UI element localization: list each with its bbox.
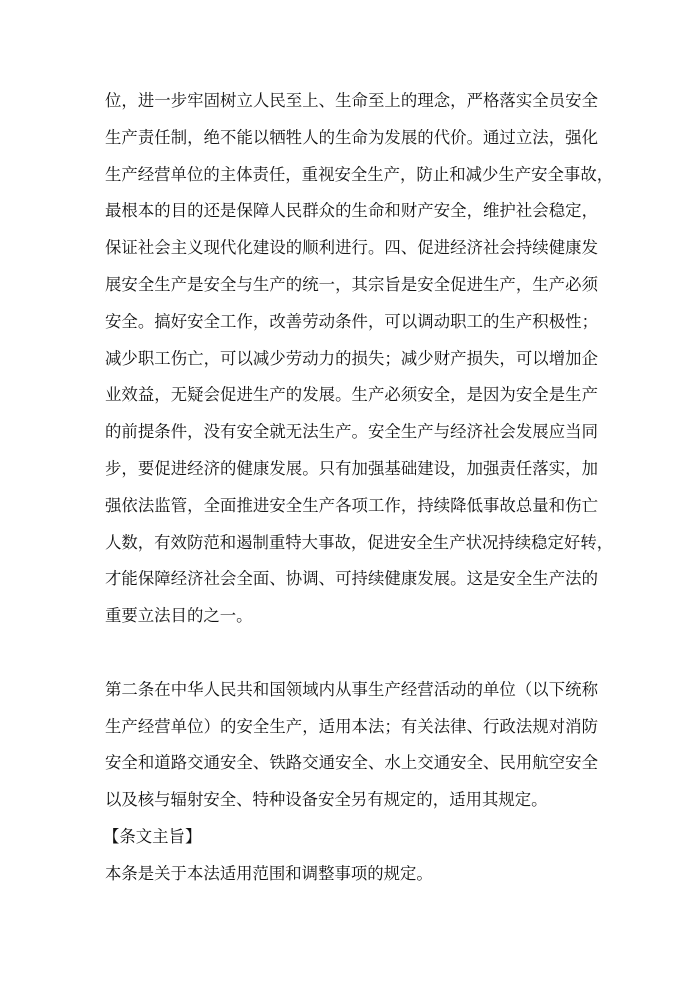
paragraph-line: 重要立法目的之一。 bbox=[105, 606, 253, 626]
paragraph-line: 步，要促进经济的健康发展。只有加强基础建设，加强责任落实，加 bbox=[105, 458, 598, 478]
paragraph-purpose bbox=[105, 83, 614, 635]
article-line: 第二条在中华人民共和国领域内从事生产经营活动的单位（以下统称 bbox=[105, 679, 598, 699]
paragraph-line: 生产经营单位的主体责任，重视安全生产，防止和减少生产安全事故， bbox=[105, 164, 614, 184]
paragraph-line: 才能保障经济社会全面、协调、可持续健康发展。这是安全生产法的 bbox=[105, 569, 598, 589]
paragraph-line: 最根本的目的还是保障人民群众的生命和财产安全，维护社会稳定， bbox=[105, 201, 598, 221]
paragraph-line: 安全。搞好安全工作，改善劳动条件，可以调动职工的生产积极性； bbox=[105, 311, 598, 331]
article-line: 以及核与辐射安全、特种设备安全另有规定的，适用其规定。 bbox=[105, 790, 548, 810]
article-purpose-heading: 【条文主旨】 bbox=[103, 826, 202, 846]
article-line: 安全和道路交通安全、铁路交通安全、水上交通安全、民用航空安全 bbox=[105, 753, 598, 773]
paragraph-line: 的前提条件，没有安全就无法生产。安全生产与经济社会发展应当同 bbox=[105, 422, 598, 442]
paragraph-spacer bbox=[105, 635, 598, 672]
article-purpose-summary: 本条是关于本法适用范围和调整事项的规定。 bbox=[105, 863, 433, 883]
article-line: 生产经营单位）的安全生产，适用本法；有关法律、行政法规对消防 bbox=[105, 716, 598, 736]
paragraph-line: 生产责任制，绝不能以牺牲人的生命为发展的代价。通过立法，强化 bbox=[105, 127, 598, 147]
paragraph-line: 人数，有效防范和遏制重特大事故，促进安全生产状况持续稳定好转， bbox=[105, 532, 614, 552]
paragraph-line: 业效益，无疑会促进生产的发展。生产必须安全，是因为安全是生产 bbox=[105, 385, 598, 405]
paragraph-line: 减少职工伤亡，可以减少劳动力的损失；减少财产损失，可以增加企 bbox=[105, 348, 598, 368]
paragraph-line: 位，进一步牢固树立人民至上、生命至上的理念，严格落实全员安全 bbox=[105, 91, 598, 110]
document-body bbox=[103, 83, 614, 893]
paragraph-line: 强依法监管，全面推进安全生产各项工作，持续降低事故总量和伤亡 bbox=[105, 495, 598, 515]
paragraph-line: 展安全生产是安全与生产的统一，其宗旨是安全促进生产，生产必须 bbox=[105, 274, 598, 294]
paragraph-line: 保证社会主义现代化建设的顺利进行。四、促进经济社会持续健康发 bbox=[105, 238, 598, 258]
article-2-text bbox=[105, 672, 598, 819]
